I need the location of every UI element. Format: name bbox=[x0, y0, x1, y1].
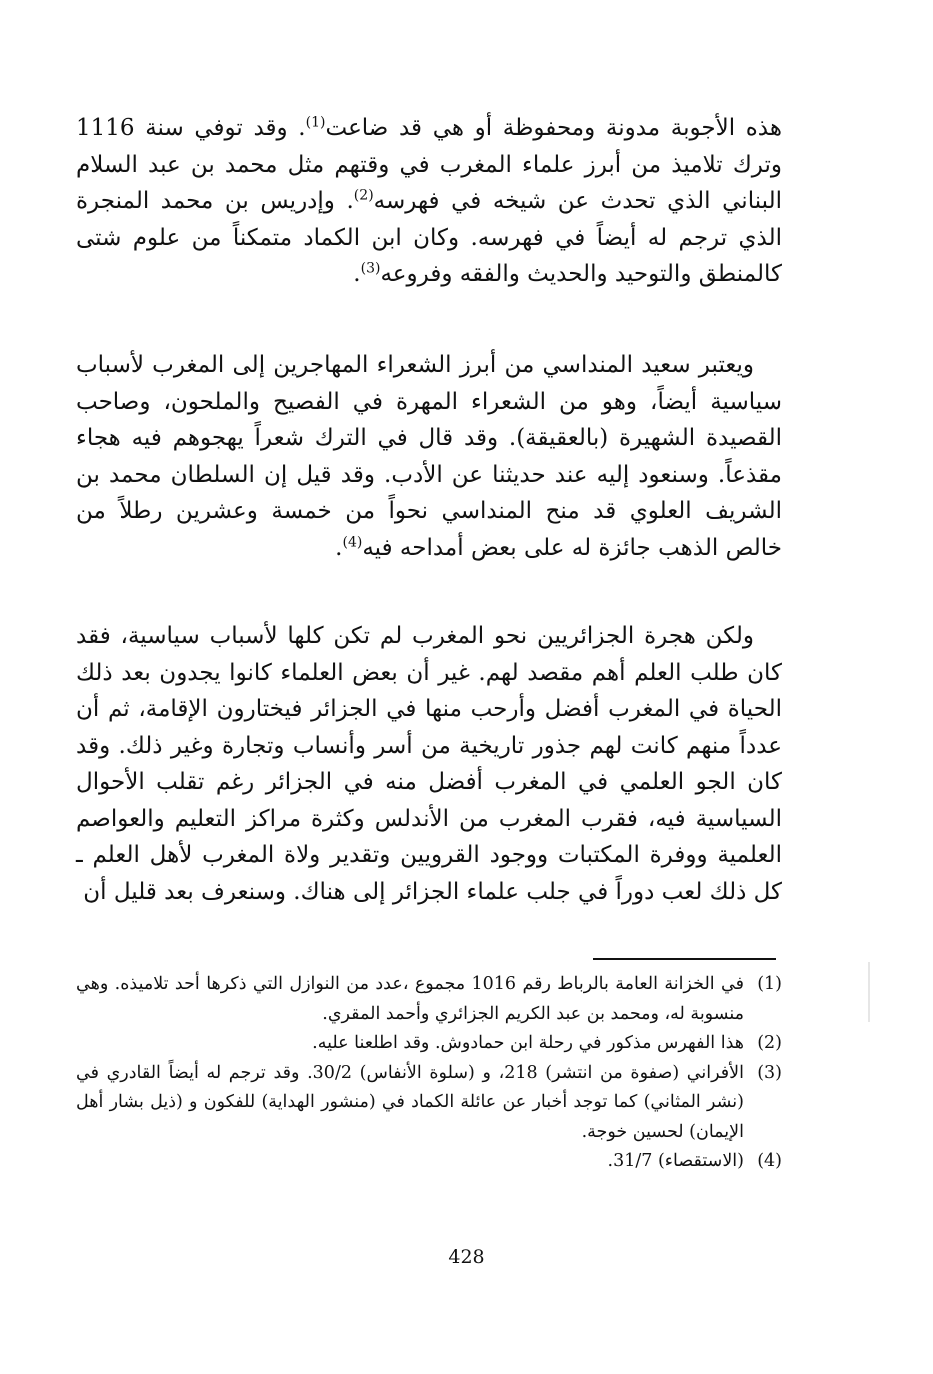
footnote-1 bbox=[76, 970, 782, 1029]
paragraph-1-text-a: هذه الأجوبة مدونة ومحفوظة أو هي قد ضاعت bbox=[325, 115, 782, 141]
footnote-ref-1[interactable]: (1) bbox=[305, 114, 326, 131]
footnote-number: (1) bbox=[757, 974, 782, 994]
paragraph-1-text-b: . وقد توفي سنة 1116 وترك تلاميذ من أبرز علماء المغرب في وقتهم مثل محمد بن عبد السلام البناني الذي تحدث عن شيخه في فهرسه bbox=[76, 115, 782, 214]
footnote-ref-4[interactable]: (4) bbox=[342, 533, 363, 550]
footnote-text: هذا الفهرس مذكور في رحلة ابن حمادوش. وقد اطلعنا عليه. bbox=[312, 1033, 744, 1053]
paragraph-1-text-d: . bbox=[353, 261, 361, 287]
paragraph-2-text-b: . bbox=[335, 534, 343, 561]
paragraph-1-text-c: . وإدريس بن محمد المنجرة الذي ترجم له أيضاً في فهرسه. وكان ابن الكماد متمكناً من علوم شتى كالمنطق والتوحيد والحديث والفقه وفروعه bbox=[76, 188, 782, 287]
footnote-ref-2[interactable]: (2) bbox=[353, 187, 374, 204]
footnote-3 bbox=[76, 1059, 782, 1148]
footnote-text: الأفراني (صفوة من انتشر) 218، و (سلوة الأنفاس) 30/2. وقد ترجم له أيضاً القادري في (نشر المثاني) كما توجد أخبار عن عائلة الكماد في (منشور الهداية) للفكون و (ذيل بشار أهل الإيمان) لحسين خوجة. bbox=[76, 1062, 744, 1142]
footnote-number: (2) bbox=[757, 1033, 782, 1053]
footnote-4 bbox=[76, 1147, 782, 1177]
footnote-ref-3[interactable]: (3) bbox=[360, 260, 381, 277]
page-number: 428 bbox=[448, 1246, 485, 1268]
footnote-2 bbox=[76, 1029, 782, 1059]
footnotes-list bbox=[76, 970, 782, 1177]
footnote-number: (3) bbox=[757, 1062, 782, 1083]
scan-artifact bbox=[868, 962, 870, 1022]
footnote-text: (الاستقصاء) 31/7. bbox=[607, 1151, 744, 1171]
footnote-text: في الخزانة العامة بالرباط رقم 1016 مجموع ،عدد من النوازل التي ذكرها أحد تلاميذه. وهي منسوبة له، ومحمد بن عبد الكريم الجزائري وأحمد المقري. bbox=[76, 974, 744, 1024]
paragraph-3 bbox=[76, 618, 782, 910]
paragraph-1 bbox=[76, 110, 782, 293]
paragraph-2 bbox=[76, 347, 782, 566]
paragraph-2-text-a: ويعتبر سعيد المنداسي من أبرز الشعراء المهاجرين إلى المغرب لأسباب سياسية أيضاً، وهو من الشعراء المهرة في الفصيح والملحون، وصاحب القصيدة الشهيرة (بالعقيقة). وقد قال في الترك شعراً يهجوهم فيه هجاء مقذعاً. وسنعود إليه عند حديثنا عن الأدب. وقد قيل إن السلطان محمد بن الشريف العلوي قد منح المنداسي نحواً من خمسة وعشرين رطلاً من خالص الذهب جائزة له على بعض أمداحه فيه bbox=[76, 352, 782, 561]
footnote-number: (4) bbox=[757, 1151, 782, 1171]
paragraph-3-text: ولكن هجرة الجزائريين نحو المغرب لم تكن كلها لأسباب سياسية، فقد كان طلب العلم أهم مقصد لهم. غير أن بعض العلماء كانوا يجدون بعد ذلك الحياة في المغرب أفضل وأرحب منها في الجزائر فيختارون الإقامة، ثم أن عدداً منهم كانت لهم جذور تاريخية من أسر وأنساب وتجارة وغير ذلك. وقد كان الجو العلمي في المغرب أفضل منه في الجزائر رغم تقلب الأحوال السياسية فيه، فقرب المغرب من الأندلس وكثرة مراكز التعليم والعواصم العلمية ووفرة المكتبات ووجود القرويين وتقدير ولاة المغرب لأهل العلم ـ كل ذلك لعب دوراً في جلب علماء الجزائر إلى هناك. وسنعرف بعد قليل أن bbox=[76, 623, 782, 905]
footnote-separator bbox=[593, 958, 776, 960]
